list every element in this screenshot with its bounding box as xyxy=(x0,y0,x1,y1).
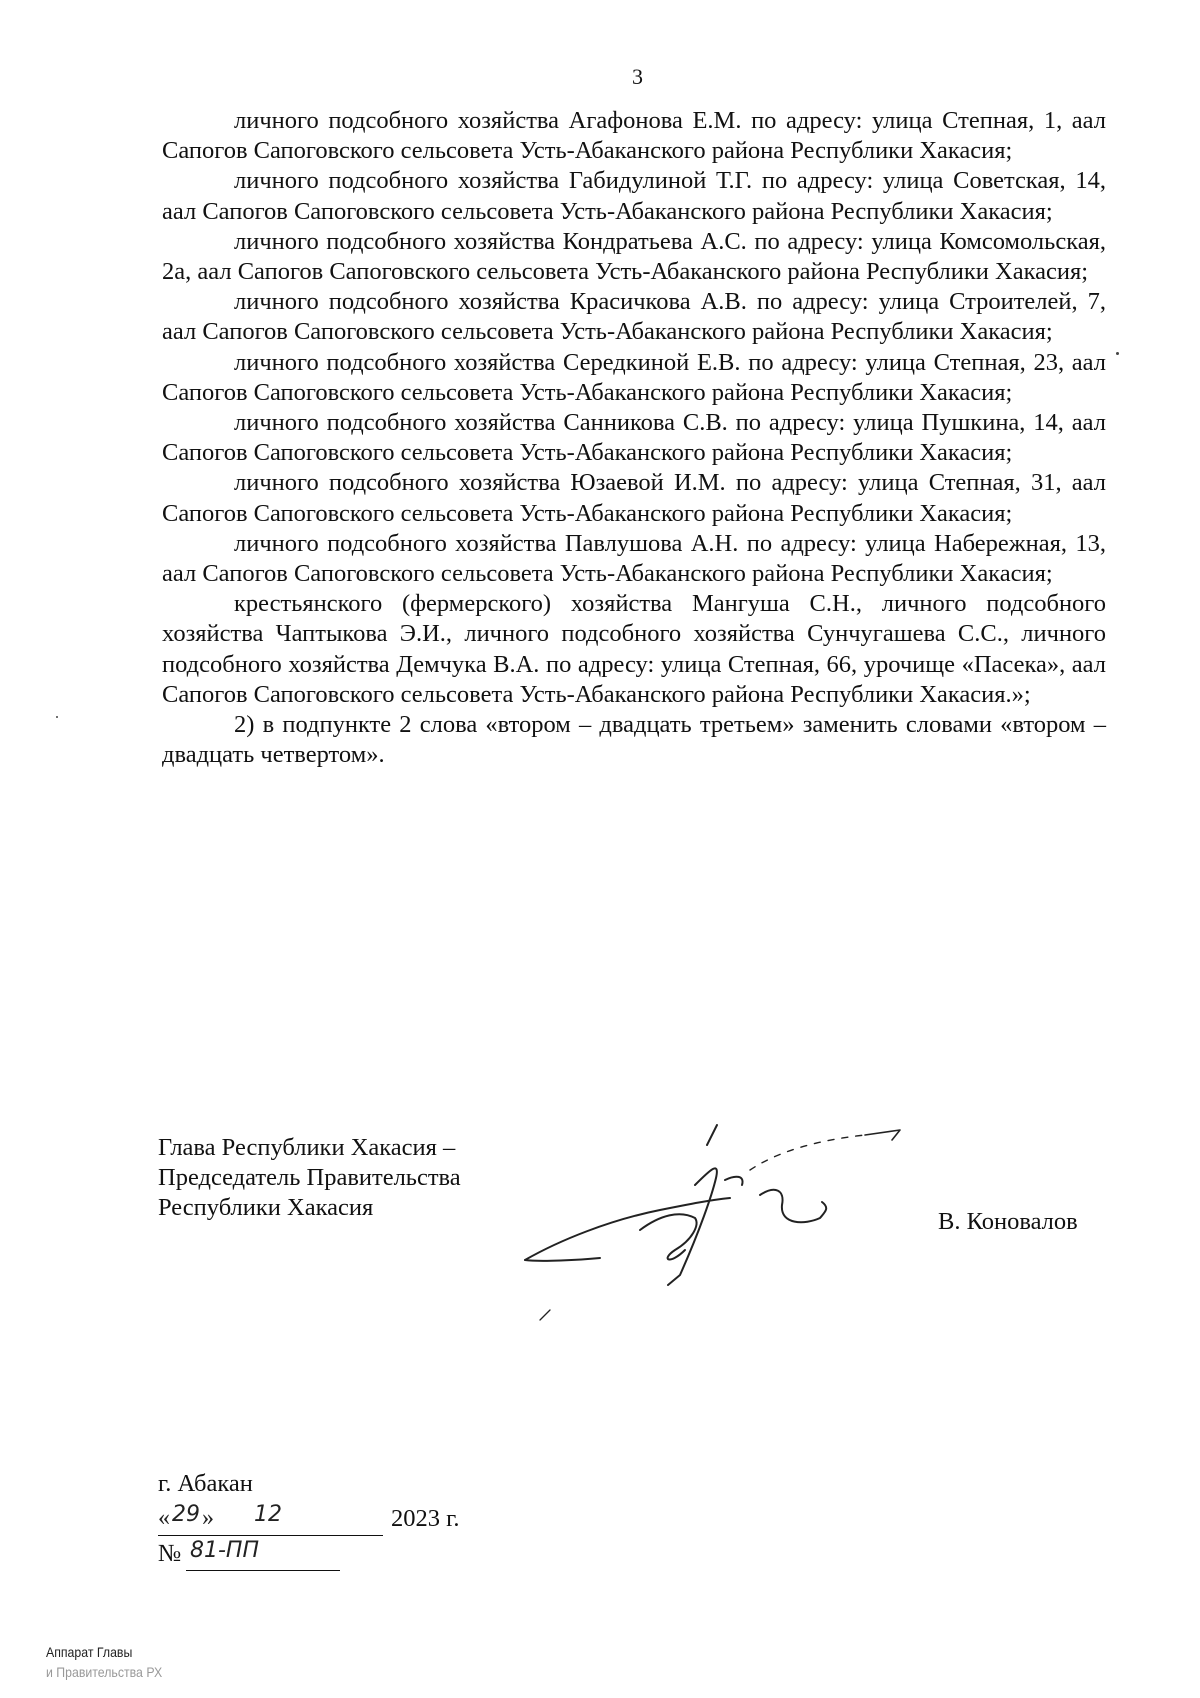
date-close-quote: » xyxy=(202,1505,214,1531)
paragraph: 2) в подпункте 2 слова «втором – двадцать третьем» заменить словами «втором – двадцать четвертом». xyxy=(162,711,1106,769)
date-row xyxy=(158,1502,518,1535)
date-year: 2023 г. xyxy=(391,1505,460,1532)
signatory-title-line: Председатель Правительства xyxy=(158,1164,461,1191)
stamp-line: и Правительства РХ xyxy=(46,1664,163,1680)
paragraph: личного подсобного хозяйства Габидулиной Т.Г. по адресу: улица Советская, 14, аал Сапогов Сапоговского сельсовета Усть-Абаканского района Республики Хакасия; xyxy=(162,167,1106,225)
number-prefix: № xyxy=(158,1540,182,1567)
city: г. Абакан xyxy=(158,1470,253,1497)
stamp-line: Аппарат Главы xyxy=(46,1644,133,1660)
document-number: 81-ПП xyxy=(190,1538,260,1563)
signatory-name: В. Коновалов xyxy=(938,1208,1078,1235)
paragraph: личного подсобного хозяйства Красичкова А.В. по адресу: улица Строителей, 7, аал Сапогов Сапоговского сельсовета Усть-Абаканского района Республики Хакасия; xyxy=(162,288,1106,346)
date-month: 12 xyxy=(254,1502,282,1527)
page-number: 3 xyxy=(632,64,643,89)
document-body xyxy=(162,106,1106,770)
number-row xyxy=(158,1540,358,1570)
scan-speck xyxy=(56,716,58,718)
date-day: 29 xyxy=(172,1502,200,1527)
signatory-title-line: Глава Республики Хакасия – xyxy=(158,1134,456,1161)
paragraph: личного подсобного хозяйства Середкиной Е.В. по адресу: улица Степная, 23, аал Сапогов Сапоговского сельсовета Усть-Абаканского района Республики Хакасия; xyxy=(162,348,1106,406)
paragraph: личного подсобного хозяйства Юзаевой И.М. по адресу: улица Степная, 31, аал Сапогов Сапоговского сельсовета Усть-Абаканского района Республики Хакасия; xyxy=(162,469,1106,527)
date-underline xyxy=(158,1535,383,1536)
office-stamp xyxy=(46,1642,222,1682)
signatory-title xyxy=(158,1133,518,1223)
handwritten-signature xyxy=(520,1100,940,1330)
paragraph: крестьянского (фермерского) хозяйства Мангуша С.Н., личного подсобного хозяйства Чаптыкова Э.И., личного подсобного хозяйства Сунчугашева С.С., личного подсобного хозяйства Демчука В.А. по адресу: улица Степная, 66, урочище «Пасека», аал Сапогов Сапоговского сельсовета Усть-Абаканского района Республики Хакасия.»; xyxy=(162,590,1106,708)
number-underline xyxy=(186,1570,340,1571)
paragraph: личного подсобного хозяйства Санникова С.В. по адресу: улица Пушкина, 14, аал Сапогов Сапоговского сельсовета Усть-Абаканского района Республики Хакасия; xyxy=(162,409,1106,467)
paragraph: личного подсобного хозяйства Кондратьева А.С. по адресу: улица Комсомольская, 2а, аал Сапогов Сапоговского сельсовета Усть-Абаканского района Республики Хакасия; xyxy=(162,227,1106,286)
scan-speck xyxy=(1116,352,1119,355)
paragraph: личного подсобного хозяйства Павлушова А.Н. по адресу: улица Набережная, 13, аал Сапогов Сапоговского сельсовета Усть-Абаканского района Республики Хакасия; xyxy=(162,529,1106,588)
signatory-title-line: Республики Хакасия xyxy=(158,1194,374,1221)
date-open-quote: « xyxy=(158,1505,170,1531)
paragraph: личного подсобного хозяйства Агафонова Е.М. по адресу: улица Степная, 1, аал Сапогов Сапоговского сельсовета Усть-Абаканского района Республики Хакасия; xyxy=(162,107,1106,165)
